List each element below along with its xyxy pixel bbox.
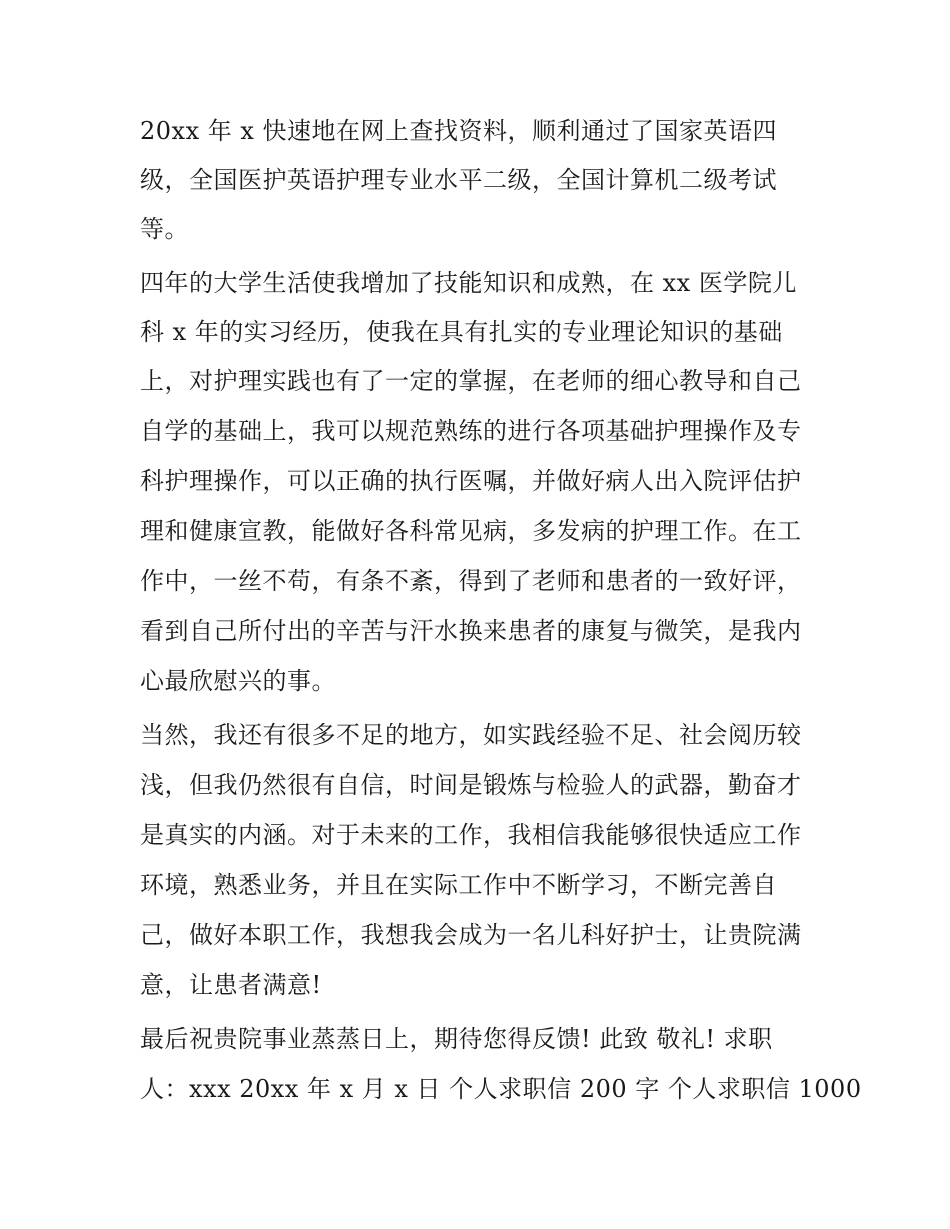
text-line: 环境，熟悉业务，并且在实际工作中不断学习，不断完善自 — [140, 871, 777, 899]
text-line: 科 x 年的实习经历，使我在具有扎实的专业理论知识的基础 — [140, 318, 783, 346]
text-line: 上，对护理实践也有了一定的掌握，在老师的细心教导和自己 — [140, 367, 802, 395]
text-line: 级，全国医护英语护理专业水平二级，全国计算机二级考试 — [140, 166, 777, 194]
text-line: 科护理操作，可以正确的执行医嘱，并做好病人出入院评估护 — [140, 467, 802, 495]
text-line: 20xx 年 x 快速地在网上查找资料，顺利通过了国家英语四 — [140, 117, 778, 145]
text-line: 四年的大学生活使我增加了技能知识和成熟，在 xx 医学院儿 — [140, 269, 797, 297]
text-line: 理和健康宣教，能做好各科常见病，多发病的护理工作。在工 — [140, 517, 802, 545]
text-line: 是真实的内涵。对于未来的工作，我相信我能够很快适应工作 — [140, 821, 802, 849]
text-line: 意，让患者满意! — [140, 971, 322, 999]
text-line: 当然，我还有很多不足的地方，如实践经验不足、社会阅历较 — [140, 721, 802, 749]
text-line: 最后祝贵院事业蒸蒸日上，期待您得反馈! 此致 敬礼! 求职 — [140, 1025, 773, 1053]
text-line: 自学的基础上，我可以规范熟练的进行各项基础护理操作及专 — [140, 417, 802, 445]
text-line: 心最欣慰兴的事。 — [140, 667, 336, 695]
text-line: 等。 — [140, 215, 189, 243]
text-line: 人：xxx 20xx 年 x 月 x 日 个人求职信 200 字 个人求职信 1000 — [140, 1075, 862, 1103]
text-line: 浅，但我仍然很有自信，时间是锻炼与检验人的武器，勤奋才 — [140, 771, 802, 799]
text-line: 己，做好本职工作，我想我会成为一名儿科好护士，让贵院满 — [140, 921, 802, 949]
text-line: 作中，一丝不苟，有条不紊，得到了老师和患者的一致好评， — [140, 567, 802, 595]
text-line: 看到自己所付出的辛苦与汗水换来患者的康复与微笑，是我内 — [140, 617, 802, 645]
